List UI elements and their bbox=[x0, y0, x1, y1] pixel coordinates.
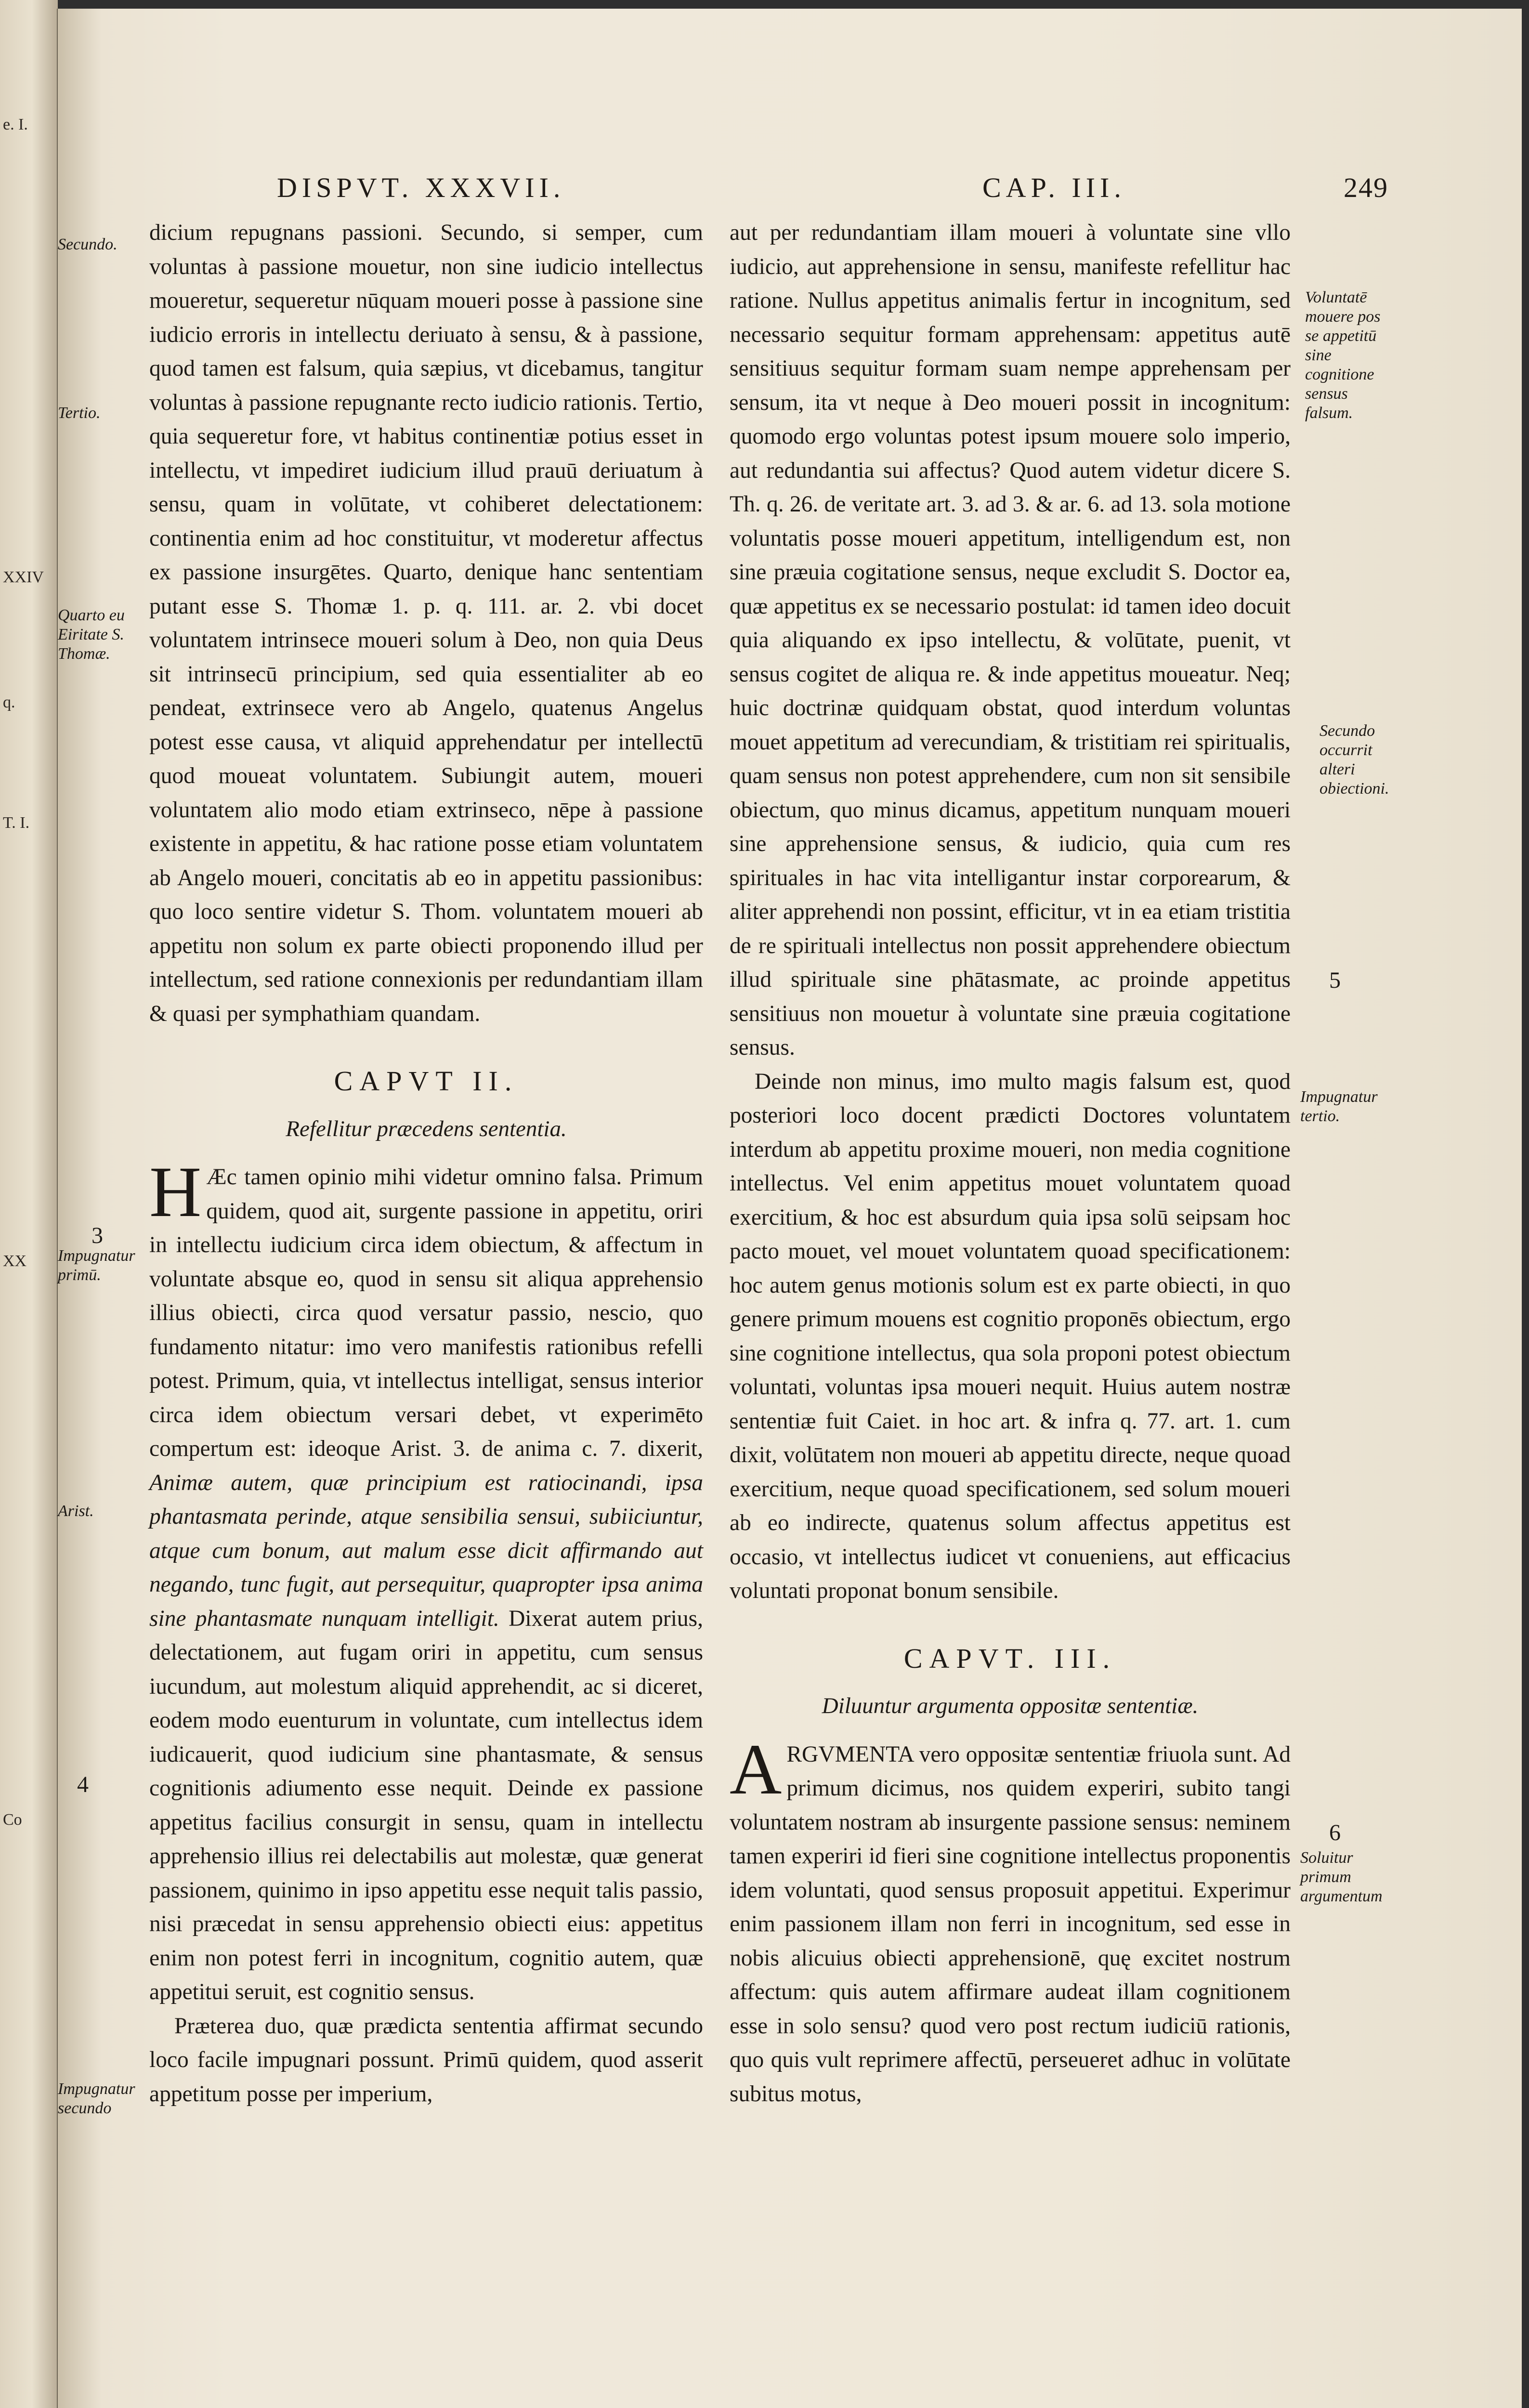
margin-number: 4 bbox=[77, 1772, 89, 1797]
chapter-subtitle: Diluuntur argumenta oppositæ sententiæ. bbox=[822, 1693, 1199, 1718]
paragraph-text: HÆc tamen opinio mihi videtur omnino falsa. Primum quidem, quod ait, surgente passione in appetitu, oriri in intellectu iudicium circa idem obiectum, & affectum in voluntate absque eo, quod in sensu sit aliqua apprehensio illius obiecti, circa quod versatur passio, nescio, quo fundamento nitatur: imo vero manifestis rationibus refelli potest. Primum, quia, vt intellectus intelligat, sensus interior circa idem obiectum versari debet, vt experimēto compertum est: ideoque Arist. 3. de anima c. 7. dixerit, bbox=[149, 1152, 703, 1461]
margin-note: Secundo occurrit alteri obiectioni. bbox=[1320, 722, 1389, 798]
paragraph: Præterea duo, quæ prædicta sententia affirmat secundo loco facile impugnari possunt. Primū quidem, quod asserit appetitum posse per imperium, bbox=[149, 2013, 703, 2107]
margin-note: Impugnatur secundo bbox=[58, 2080, 135, 2117]
running-head-center: CAP. III. bbox=[982, 172, 1126, 203]
paragraph: dicium repugnans passioni. Secundo, si semper, cum voluntas à passione mouetur, non sine iudicio intellectus moueretur, sequeretur nūquam moueri posse à passione sine iudicio erroris in intellectu deriuato à sensu, & à passione, quod tamen est falsum, quia sæpius, vt dicebamus, tangitur voluntas à passione repugnante recto iudicio rationis. Tertio, quia sequeretur fore, vt habitus continentiæ potius esset in intellectu, vt impediret iudicium illud prauū deriuatum à sensu, quam in volūtate, vt cohiberet delectationem: continentia enim ad hoc constituitur, vt moderetur affectus ex passione insurgētes. Quarto, denique hanc sententiam putant esse S. Thomæ 1. p. q. 111. ar. 2. vbi docet voluntatem intrinsece moueri solum à Deo, non quia Deus sit intrinsecū principium, sed quia essentialiter ab eo pendeat, extrinsece vero ab Angelo, quatenus Angelus potest esse causa, vt aliquid apprehendatur per intellectū quod moueat voluntatem. Subiungit autem, moueri voluntatem alio modo etiam extrinseco, nēpe à passione existente in appetitu, & hac ratione posse etiam voluntatem ab Angelo moueri, concitatis ab eo in appetitu passionibus: quo loco sentire videtur S. Thom. voluntatem moueri ab appetitu non solum ex parte obiecti proponendo illud per intellectum, sed ratione connexionis per redundantiam illam & quasi per symphathiam quandam. bbox=[149, 220, 703, 1026]
previous-page-fragment: q. bbox=[3, 694, 15, 711]
running-head-left: DISPVT. XXXVII. bbox=[277, 172, 565, 203]
margin-note: Quarto eu Eiritate S. Thomæ. bbox=[58, 606, 125, 663]
margin-number: 5 bbox=[1329, 968, 1341, 993]
previous-page-fragment: e. I. bbox=[3, 116, 28, 133]
previous-page-edge bbox=[0, 0, 58, 2408]
chapter-subtitle: Refellitur præcedens sententia. bbox=[286, 1116, 567, 1141]
margin-note: Voluntatē mouere pos se appetitū sine cognitione sensus falsum. bbox=[1305, 288, 1381, 422]
paragraph: aut per redundantiam illam moueri à voluntate sine vllo iudicio, aut apprehensione in sensu, manifeste refellitur hac ratione. Nullus appetitus animalis fertur in incognitum, sed necessario sequitur formam apprehensam: appetitus autē sensitiuus sequitur formam suam nempe apprehensam per sensum, ita vt neque à Deo moueri possit in incognitum: quomodo ergo voluntas potest ipsum mouere solo imperio, aut redundantia sui affectus? Quod autem videtur dicere S. Th. q. 26. de veritate art. 3. ad 3. & ar. 6. ad 13. sola motione voluntatis posse moueri appetitum, intelligendum est, non sine præuia cogitatione sensus, neque excludit S. Doctor ea, quæ appetitus ex se necessario postulat: id tamen ideo docuit quia aliquando ex ipso intellectu, & volūtate, puenit, vt sensus cogitet de aliqua re. & inde appetitus moueatur. Neq; huic doctrinæ quidquam obstat, quod interdum voluntas mouet appetitum ad verecundiam, & tristitiam rei spiritualis, quam sensus non potest apprehendere, cum non sit sensibile obiectum, quo minus dicamus, appetitum nunquam moueri sine apprehensione sensus, & iudicio, quia cum res spirituales in hac vita intelligantur instar corporearum, & aliter apprehendi non possint, efficitur, vt in ea etiam tristitia de re spirituali intellectus non possit apprehendere obiectum illud spirituale sine phātasmate, ac proinde appetitus sensitiuus non mouetur à voluntate sine præuia cogitatione sensus. bbox=[730, 220, 1291, 1060]
previous-page-fragment: Co bbox=[3, 1811, 22, 1829]
left-column bbox=[149, 216, 703, 2111]
previous-page-fragment: T. I. bbox=[3, 814, 30, 832]
paragraph bbox=[149, 1152, 704, 2009]
margin-note: Arist. bbox=[58, 1502, 94, 1520]
margin-note: Impugnatur tertio. bbox=[1300, 1088, 1378, 1125]
paragraph-text: Dixerat autem prius, delectationem, aut fugam oriri in appetitu, cum sensus iucundum, aut molestum aliquid apprehendit, ac si diceret, eodem modo euenturum in voluntate, cum intellectus idem iudicauerit, quod iudicium sine phantasmate, & sensus cognitionis adiumento esse nequit. Deinde ex passione appetitus facilius consurgit in sensu, quam in intellectu apprehensio illius rei delectabilis aut molestæ, quæ generat passionem, quinimo in ipso appetitu esse nequit talis passio, nisi præcedat in sensu apprehensio obiecti eius: appetitus enim non potest ferri in incognitum, cognitio autem, quæ appetitui seruit, est cognitio sensus. bbox=[149, 1606, 704, 2004]
paragraph: ARGVMENTA vero oppositæ sententiæ friuola sunt. Ad primum dicimus, nos quidem experiri, subito tangi voluntatem nostram ab insurgente passione sensus: neminem tamen experiri id fieri sine cognitione intellectus proponentis idem voluntati, quod sensus proposuit appetitui. Experimur enim passionem illam non ferri in incognitum, sed esse in nobis alicuius obiecti apprehensionē, quę excitet nostrum affectum: quis autem affirmare audeat illam cognitionem esse in solo sensu? quod vero post rectum iudiciū rationis, quo quis vult reprimere affectū, perseueret adhuc in volūtate subitus motus, bbox=[730, 1729, 1291, 2107]
margin-note: Impugnatur primū. bbox=[58, 1247, 135, 1284]
chapter-heading: CAPVT II. bbox=[334, 1065, 519, 1097]
paragraph: Deinde non minus, imo multo magis falsum est, quod posteriori loco docent prædicti Doctores voluntatem interdum ab appetitu proxime moueri, non media cognitione intellectus. Vel enim appetitus mouet voluntatem quoad exercitium, & hoc est absurdum quia ipsa solū seipsam hoc pacto mouet, vel mouet voluntatem quoad specificationem: hoc autem genus motionis solum est ex parte obiecti, in quo genere primum mouens est cognitio proponēs obiectum, ergo sine cognitione intellectus, qua sola proponi potest obiectum voluntati, voluntas ipsa moueri nequit. Huius autem nostræ sententiæ fuit Caiet. in hoc art. & infra q. 77. art. 1. cum dixit, volūtatem non moueri ab appetitu directe, neque quoad exercitium, neque quoad specificationem, sed solum moueri ab eo indirecte, quatenus solum affectus appetitus est occasio, vt intellectus iudicet vt conueniens, aut efficacius voluntati proponat bonum sensibile. bbox=[730, 1069, 1291, 1603]
margin-note: Secundo. bbox=[58, 236, 118, 253]
margin-note: Soluitur primum argumentum bbox=[1300, 1849, 1383, 1905]
quotation: Animæ autem, quæ principium est ratiocinandi, ipsa phantasmata perinde, atque sensibilia sensui, subiiciuntur, atque cum bonum, aut malum esse dicit affirmando aut negando, tunc fugit, aut persequitur, quapropter ipsa anima sine phantasmate nunquam intelligit. bbox=[149, 1470, 703, 1631]
chapter-heading: CAPVT. III. bbox=[903, 1642, 1117, 1674]
previous-page-fragment: XXIV bbox=[3, 568, 44, 586]
page-number: 249 bbox=[1344, 172, 1388, 203]
right-column bbox=[730, 216, 1291, 2111]
book-page bbox=[57, 9, 1522, 2408]
margin-note: Tertio. bbox=[58, 404, 101, 422]
margin-number: 3 bbox=[91, 1223, 103, 1248]
previous-page-fragment: XX bbox=[3, 1252, 27, 1270]
margin-number: 6 bbox=[1329, 1820, 1341, 1845]
